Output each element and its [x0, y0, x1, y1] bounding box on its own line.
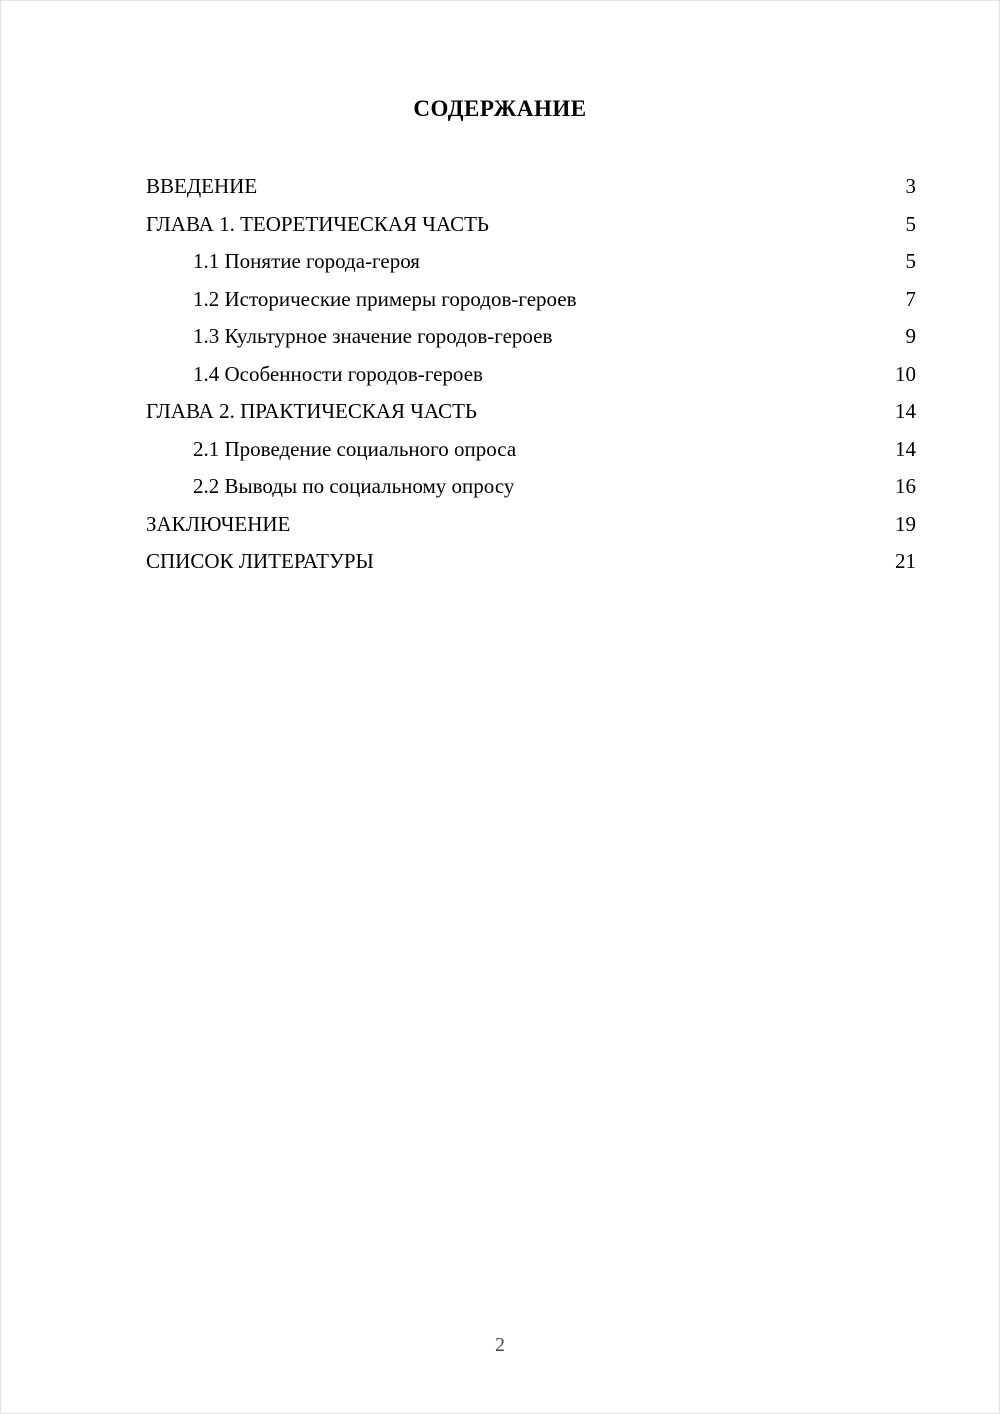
toc-entry-page: 3	[905, 174, 916, 198]
page-title: СОДЕРЖАНИЕ	[413, 96, 587, 121]
toc-entry	[146, 243, 916, 281]
toc-entry-label: 1.2 Исторические примеры городов-героев	[193, 286, 577, 311]
toc-entry-label: 2.2 Выводы по социальному опросу	[193, 474, 515, 498]
toc-entry	[146, 543, 916, 581]
toc-entry	[146, 393, 916, 431]
toc-entry-label: ЗАКЛЮЧЕНИЕ	[146, 511, 291, 536]
page-number: 2	[495, 1334, 505, 1356]
table-of-contents	[146, 168, 916, 581]
toc-entry-page: 7	[905, 286, 916, 311]
toc-entry-page: 19	[895, 511, 916, 536]
toc-entry	[146, 468, 916, 506]
toc-entry-label: 1.3 Культурное значение городов-героев	[193, 324, 553, 348]
toc-entry-page: 21	[895, 549, 916, 573]
toc-entry	[146, 281, 916, 319]
toc-entry-label: ГЛАВА 2. ПРАКТИЧЕСКАЯ ЧАСТЬ	[146, 399, 477, 423]
toc-entry-label: 2.1 Проведение социального опроса	[193, 436, 517, 461]
toc-entry	[146, 168, 916, 206]
toc-entry-page: 9	[905, 324, 916, 348]
toc-entry-page: 14	[895, 399, 916, 423]
toc-entry-page: 16	[895, 474, 916, 498]
toc-entry	[146, 506, 916, 544]
toc-entry	[146, 206, 916, 244]
toc-entry	[146, 356, 916, 394]
toc-entry-page: 5	[905, 211, 916, 236]
toc-entry-label: 1.4 Особенности городов-героев	[193, 361, 483, 386]
toc-entry-label: ГЛАВА 1. ТЕОРЕТИЧЕСКАЯ ЧАСТЬ	[146, 211, 489, 236]
toc-entry-page: 14	[895, 436, 916, 461]
toc-entry	[146, 318, 916, 356]
toc-entry-label: ВВЕДЕНИЕ	[146, 174, 258, 198]
toc-entry-label: 1.1 Понятие города-героя	[193, 249, 420, 273]
toc-entry	[146, 431, 916, 469]
toc-entry-page: 10	[895, 361, 916, 386]
toc-entry-label: СПИСОК ЛИТЕРАТУРЫ	[146, 549, 374, 573]
toc-entry-page: 5	[905, 249, 916, 273]
